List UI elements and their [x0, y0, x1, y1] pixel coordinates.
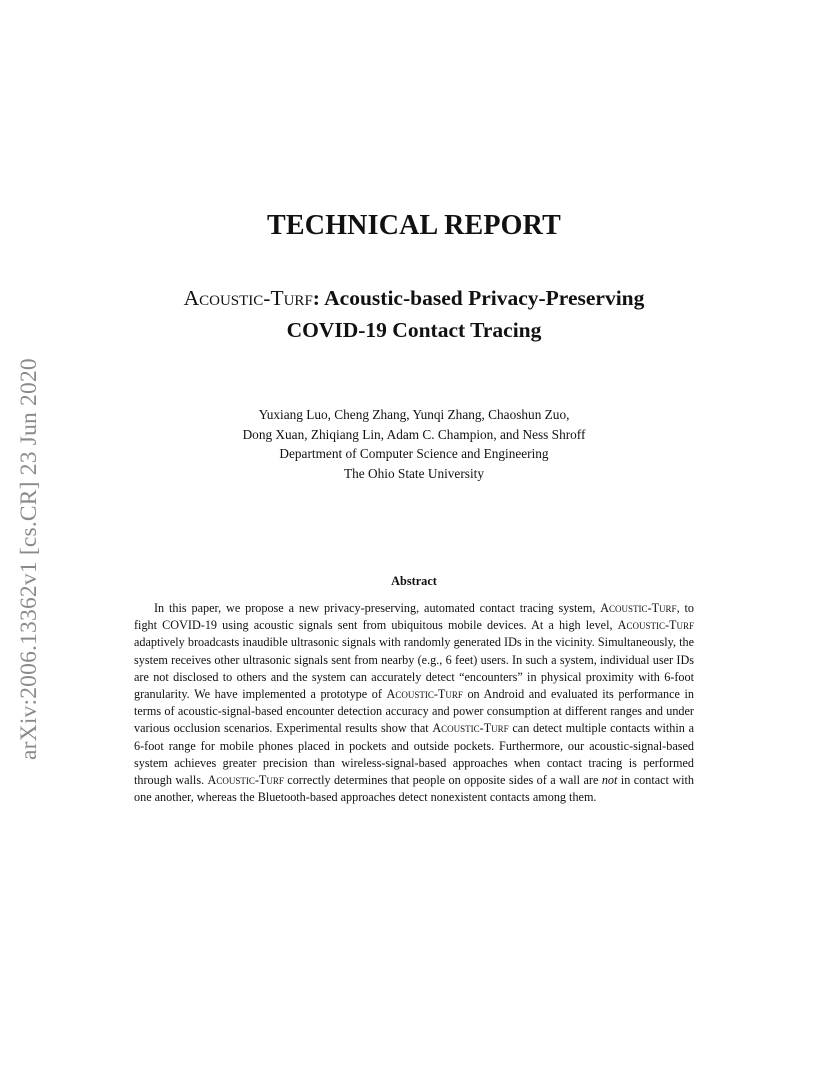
abstract-text: on Android and evaluated its performance in terms of acoustic-signal-based encounter detection accuracy and power consumption at different ranges and under various occlusion scenarios. Experimental results show that — [134, 687, 695, 736]
abstract-system-name: Acoustic-Turf — [617, 618, 694, 633]
university: The Ohio State University — [344, 465, 484, 481]
abstract-body — [134, 600, 694, 806]
abstract-text: In this paper, we propose a new privacy-preserving, automated contact tracing system, — [154, 601, 601, 615]
abstract-system-name: Acoustic-Turf — [432, 721, 509, 736]
abstract-system-name: Acoustic-Turf — [600, 601, 677, 615]
author-block — [0, 405, 828, 483]
report-title: TECHNICAL REPORT — [267, 210, 561, 241]
abstract-text: can detect multiple contacts within a 6-foot range for mobile phones placed in pockets and outside pockets. Furthermore, our acoustic-signal-based system achieves greater precision than wireless-signal-based approaches when contact tracing is performed through walls. — [134, 721, 694, 788]
abstract-text: correctly determines that people on opposite sides of a wall are — [283, 773, 602, 788]
department: Department of Computer Science and Engineering — [279, 446, 549, 461]
abstract-system-name: Acoustic-Turf — [207, 773, 284, 788]
abstract-text: , to fight COVID-19 using acoustic signals sent from ubiquitous mobile devices. At a high level, — [134, 601, 694, 633]
paper-title — [120, 282, 708, 346]
title-line1-rest: : Acoustic-based Privacy-Preserving — [312, 286, 645, 310]
abstract-emphasis: not — [601, 773, 618, 788]
abstract-heading: Abstract — [391, 574, 437, 588]
arxiv-identifier-stamp: arXiv:2006.13362v1 [cs.CR] 23 Jun 2020 — [16, 358, 42, 760]
abstract-text: in contact with one another, whereas the Bluetooth-based approaches detect nonexistent contacts among them. — [134, 773, 695, 805]
title-line2: COVID-19 Contact Tracing — [286, 318, 542, 342]
abstract-system-name: Acoustic-Turf — [386, 687, 463, 702]
author-list-line1: Yuxiang Luo, Cheng Zhang, Yunqi Zhang, Chaoshun Zuo, — [258, 407, 570, 422]
abstract-text: adaptively broadcasts inaudible ultrasonic signals with randomly generated IDs in the vicinity. Simultaneously, the system receives other ultrasonic signals sent from nearby (e.g., 6 feet) users. In such a system, individual user IDs are not disclosed to others and the system can accurately detect “encounters” in physical proximity with 6-foot granularity. We have implemented a prototype of — [134, 635, 694, 702]
title-system-name: Acoustic-Turf — [183, 286, 313, 310]
author-list-line2: Dong Xuan, Zhiqiang Lin, Adam C. Champion, and Ness Shroff — [242, 426, 586, 442]
